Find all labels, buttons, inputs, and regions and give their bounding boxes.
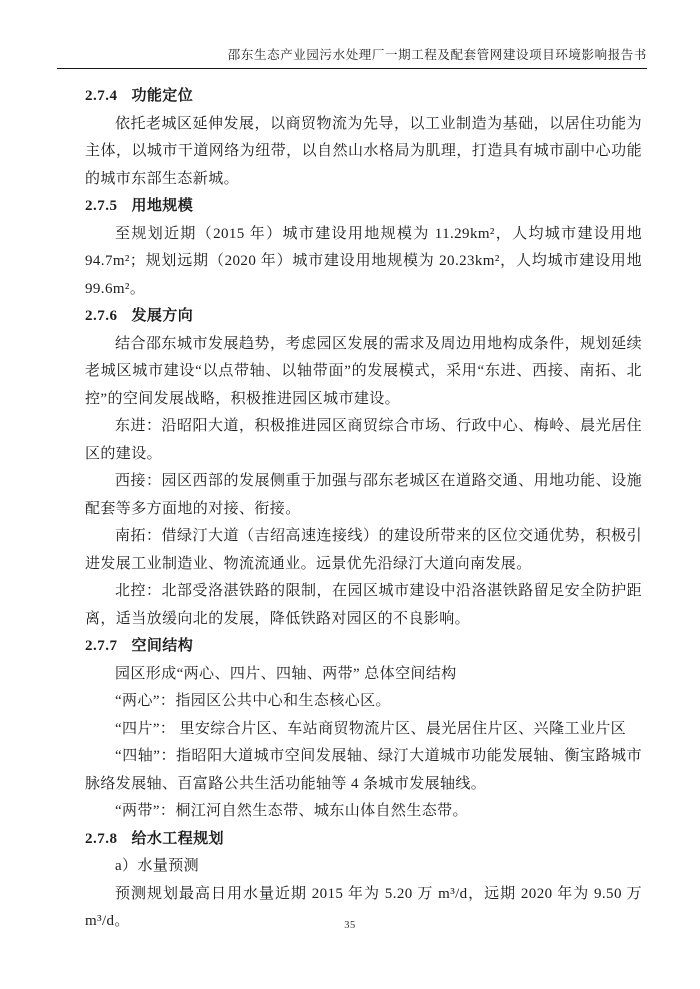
- section-heading-2-7-4: [85, 83, 642, 111]
- paragraph: 依托老城区延伸发展，以商贸物流为先导，以工业制造为基础，以居住功能为主体，以城市干道网络为纽带，以自然山水格局为肌理，打造具有城市副中心功能的城市东部生态新城。: [85, 115, 642, 187]
- section-heading-2-7-7: [85, 633, 642, 661]
- section-number: 2.7.6: [85, 308, 118, 324]
- section-number: 2.7.4: [85, 88, 118, 104]
- page-footer: [0, 920, 700, 931]
- section-number: 2.7.7: [85, 638, 118, 654]
- section-title: 空间结构: [131, 638, 194, 654]
- header-title: 邵东生态产业园污水处理厂一期工程及配套管网建设项目环境影响报告书: [227, 48, 647, 62]
- section-heading-2-7-8: [85, 826, 642, 854]
- section-heading-2-7-6: [85, 303, 642, 331]
- paragraph: “两带”：桐江河自然生态带、城东山体自然生态带。: [115, 803, 468, 819]
- paragraph: 预测规划最高日用水量近期 2015 年为 5.20 万 m³/d，远期 2020 年为 9.50 万 m³/d。: [85, 885, 642, 929]
- section-number: 2.7.5: [85, 198, 118, 214]
- page-header: [57, 0, 647, 69]
- paragraph: “四轴”：指昭阳大道城市空间发展轴、绿汀大道城市功能发展轴、衡宝路城市脉络发展轴、百富路公共生活功能轴等 4 条城市发展轴线。: [85, 748, 642, 792]
- document-body: [85, 83, 642, 936]
- paragraph: 北控：北部受洛湛铁路的限制，在园区城市建设中沿洛湛铁路留足安全防护距离，适当放缓向北的发展，降低铁路对园区的不良影响。: [85, 583, 642, 627]
- paragraph: 西接：园区西部的发展侧重于加强与邵东老城区在道路交通、用地功能、设施配套等多方面地的对接、衔接。: [85, 473, 642, 517]
- section-heading-2-7-5: [85, 193, 642, 221]
- paragraph: 南拓：借绿汀大道（吉绍高速连接线）的建设所带来的区位交通优势，积极引进发展工业制造业、物流流通业。远景优先沿绿汀大道向南发展。: [85, 528, 642, 572]
- paragraph: 至规划近期（2015 年）城市建设用地规模为 11.29km²，人均城市建设用地 94.7m²；规划远期（2020 年）城市建设用地规模为 20.23km²，人均城市建设用地 99.6m²。: [85, 225, 642, 297]
- section-number: 2.7.8: [85, 830, 118, 847]
- page-number: 35: [344, 920, 356, 931]
- paragraph: a）水量预测: [115, 858, 200, 874]
- paragraph: 园区形成“两心、四片、四轴、两带” 总体空间结构: [115, 665, 457, 682]
- paragraph: “四片”： 里安综合片区、车站商贸物流片区、晨光居住片区、兴隆工业片区: [115, 720, 627, 737]
- section-title: 发展方向: [131, 308, 194, 324]
- section-title: 用地规模: [131, 198, 194, 214]
- paragraph: 东进：沿昭阳大道，积极推进园区商贸综合市场、行政中心、梅岭、晨光居住区的建设。: [85, 418, 642, 462]
- section-title: 功能定位: [131, 88, 194, 104]
- section-title: 给水工程规划: [131, 830, 224, 847]
- paragraph: “两心”：指园区公共中心和生态核心区。: [115, 693, 391, 709]
- paragraph: 结合邵东城市发展趋势，考虑园区发展的需求及周边用地构成条件，规划延续老城区城市建设“以点带轴、以轴带面”的发展模式，采用“东进、西接、南拓、北控”的空间发展战略，积极推进园区城市建设。: [85, 335, 642, 407]
